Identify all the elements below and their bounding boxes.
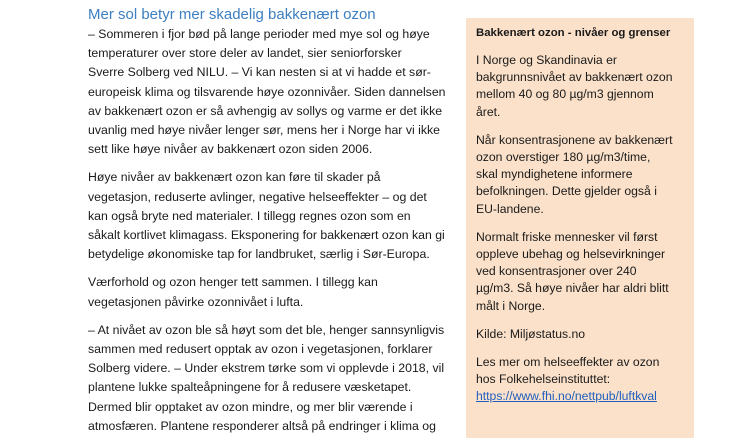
paragraph-line: Solberg videre. – Under ekstrem tørke som vi opplevde i 2018, vil — [88, 361, 445, 376]
paragraph-line: europeisk klima og tilsvarende høye ozonnivåer. Siden dannelsen — [88, 84, 446, 99]
sidebar-title: Bakkenært ozon - nivåer og grenser — [476, 27, 671, 39]
paragraph-line: såkalt kortlivet klimagass. Eksponering for bakkenært ozon kan gi — [88, 228, 445, 243]
sidebar-line: µg/m3. Så høye nivåer har aldri blitt — [476, 281, 669, 296]
paragraph-line: Høye nivåer av bakkenært ozon kan føre til skader på — [88, 170, 381, 185]
article-title: Mer sol betyr mer skadelig bakkenært ozon — [88, 6, 376, 23]
paragraph-line: – At nivået av ozon ble så høyt som det ble, henger sannsynligvis — [88, 322, 445, 337]
sidebar-line: befolkningen. Dette gjelder også i — [476, 184, 657, 199]
fhi-link[interactable]: https://www.fhi.no/nettpub/luftkval — [476, 389, 657, 404]
paragraph-line: Dermed blir opptaket av ozon mindre, og mer blir værende i — [88, 399, 413, 414]
sidebar-line: hos Folkehelseinstituttet: — [476, 372, 611, 387]
paragraph-line: Sverre Solberg ved NILU. – Vi kan nesten si at vi hadde et sør- — [88, 65, 431, 80]
paragraph-line: – Sommeren i fjor bød på lange perioder med mye sol og høye — [88, 27, 430, 41]
sidebar-line: oppleve ubehag og helsevirkninger — [476, 247, 666, 262]
paragraph-line: vegetasjon, reduserte avlinger, negative helseeffekter – og det — [88, 189, 427, 204]
paragraph-line: av bakkenært ozon er så avhengig av sollys og varme er det ikke — [88, 103, 443, 118]
sidebar-line: skal myndighetene informere — [476, 167, 633, 182]
paragraph-line: vegetasjonen påvirke ozonnivået i lufta. — [88, 294, 304, 309]
sidebar-source — [476, 326, 684, 343]
sidebar-line: bakgrunnsnivået av bakkenært ozon — [476, 70, 673, 85]
sidebar-line: ozon overstiger 180 µg/m3/time, — [476, 150, 651, 165]
paragraph-line: sammen med redusert opptak av ozon i vegetasjonen, forklarer — [88, 342, 433, 357]
paragraph-line: Værforhold og ozon henger tett sammen. I tillegg kan — [88, 275, 378, 290]
article-paragraph-2 — [88, 168, 460, 264]
sidebar-paragraph-1 — [476, 52, 684, 121]
paragraph-line: plantene lukke spalteåpningene for å redusere væsketapet. — [88, 380, 412, 395]
article — [88, 6, 460, 445]
sidebar-line: målt i Norge. — [476, 298, 546, 313]
sidebar-line: I Norge og Skandinavia er — [476, 53, 617, 67]
paragraph-line: betydelige økonomiske tap for landbruket, særlig i Sør-Europa. — [88, 247, 430, 262]
sidebar-line: Normalt friske mennesker vil først — [476, 229, 658, 244]
sidebar-line: Les mer om helseeffekter av ozon — [476, 355, 660, 370]
sidebar-read-more — [476, 354, 684, 406]
sidebar-line: ved konsentrasjoner over 240 — [476, 264, 637, 279]
paragraph-line: temperaturer over store deler av landet, sier seniorforsker — [88, 46, 402, 61]
sidebar-line: Når konsentrasjonene av bakkenært — [476, 132, 673, 147]
paragraph-line: kan også bryte ned materialer. I tillegg regnes ozon som en — [88, 208, 411, 223]
sidebar-line: EU-landene. — [476, 201, 544, 216]
sidebar-line: Kilde: Miljøstatus.no — [476, 326, 586, 341]
paragraph-line: uvanlig med høye nivåer lenger sør, mens her i Norge har vi ikke — [88, 123, 440, 138]
sidebar-line: mellom 40 og 80 µg/m3 gjennom — [476, 87, 654, 102]
sidebar-line: året. — [476, 104, 501, 119]
paragraph-line: atmosfæren. Plantene responderer altså på endringer i klima og — [88, 418, 436, 433]
article-paragraph-3 — [88, 273, 460, 311]
article-paragraph-1 — [88, 25, 460, 159]
info-sidebar — [466, 18, 694, 438]
sidebar-paragraph-3 — [476, 229, 684, 315]
paragraph-line: sett like høye nivåer av bakkenært ozon siden 2006. — [88, 142, 373, 157]
sidebar-paragraph-2 — [476, 132, 684, 218]
